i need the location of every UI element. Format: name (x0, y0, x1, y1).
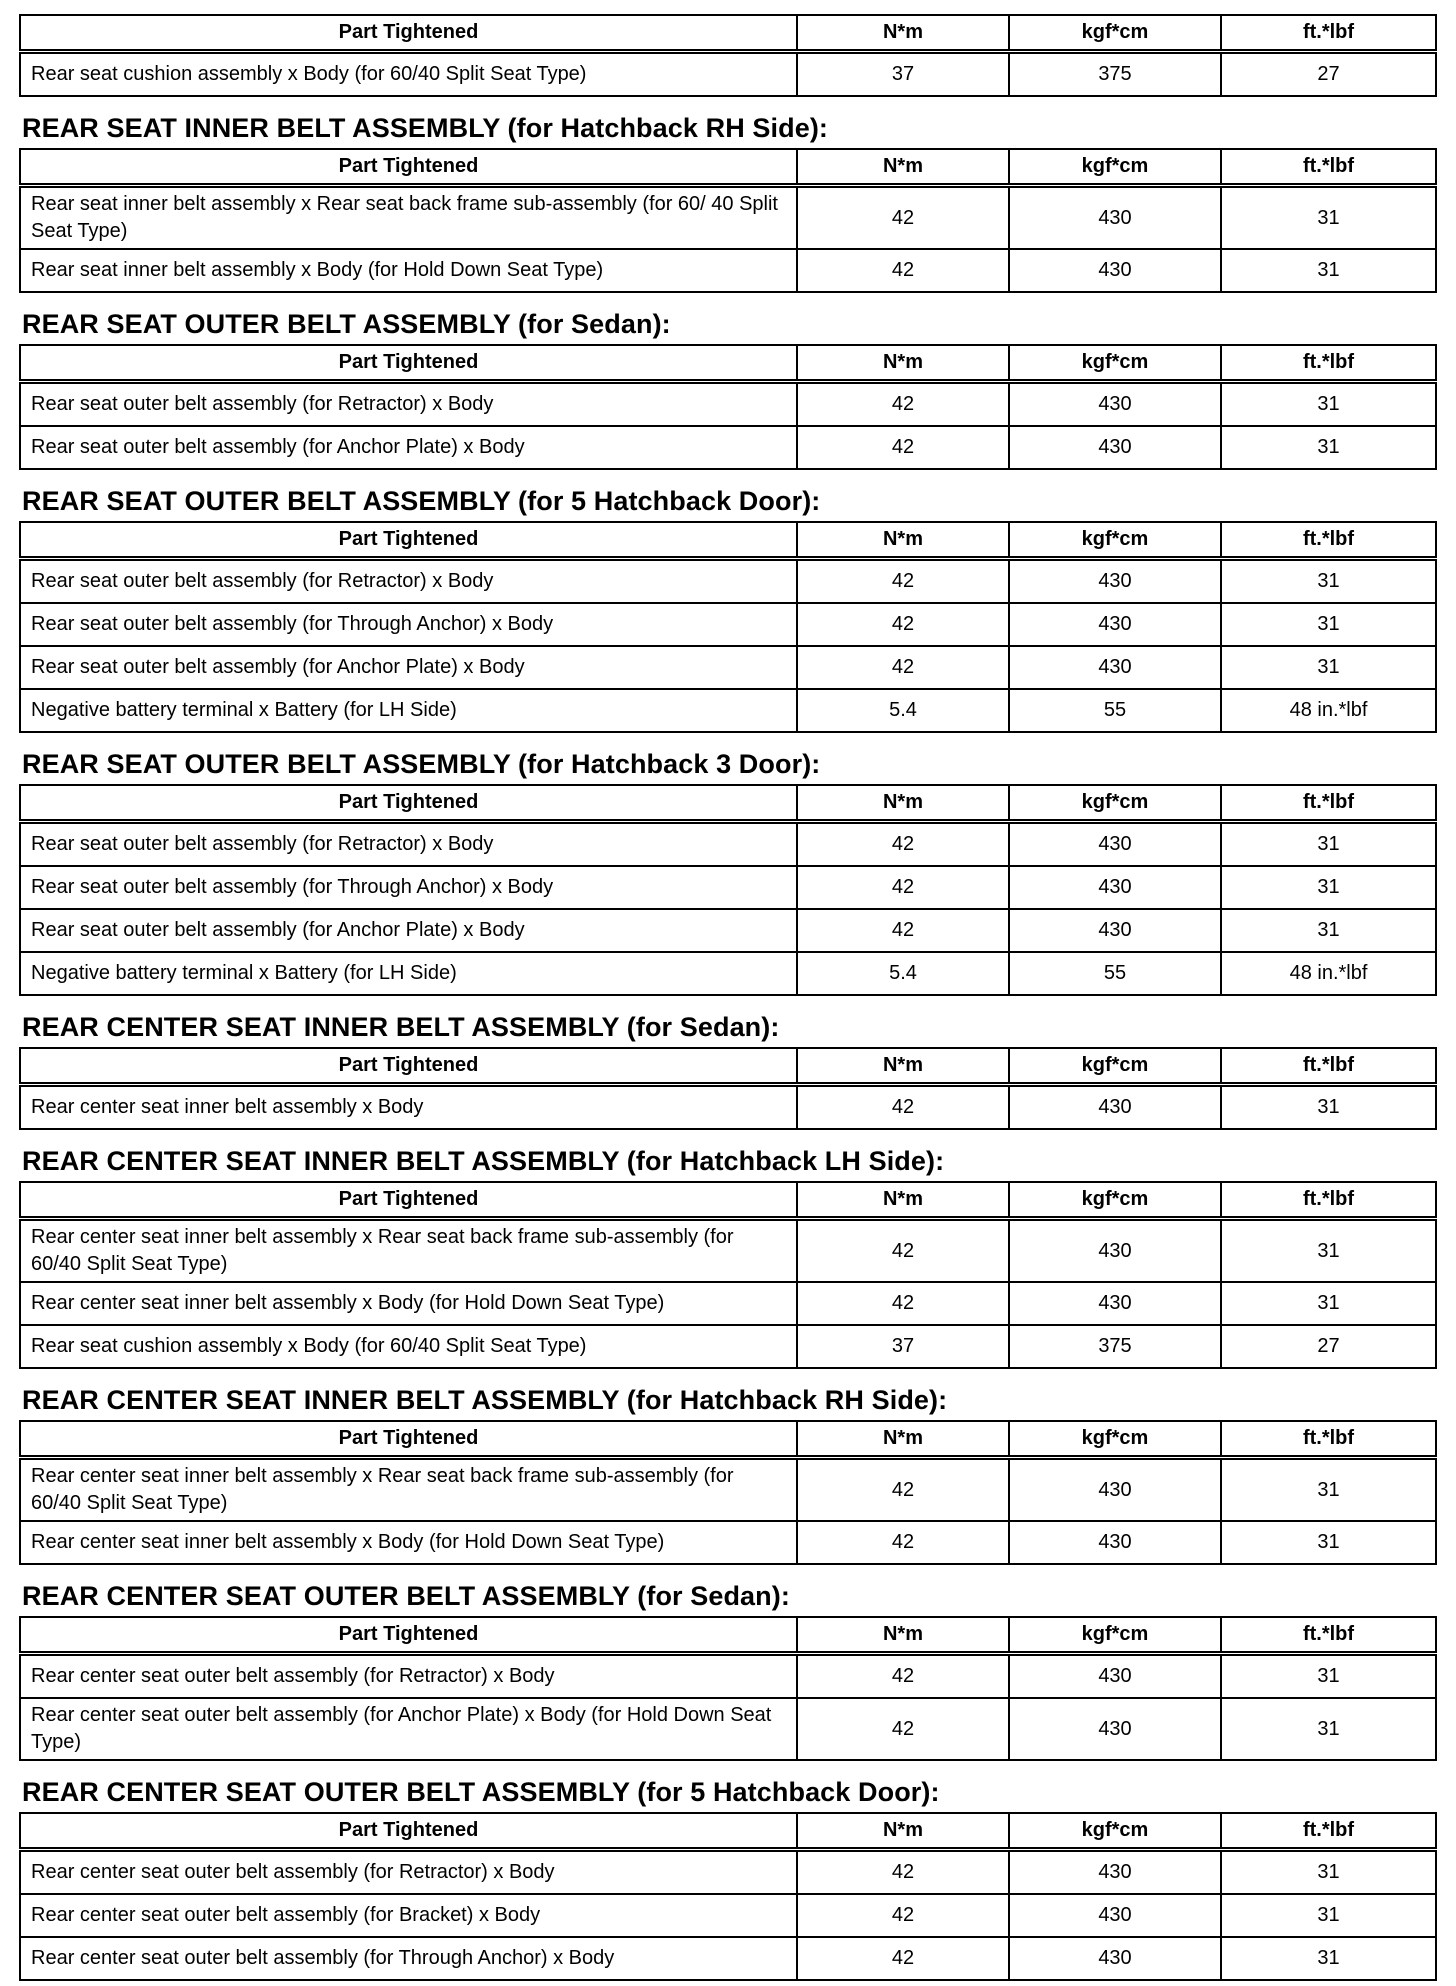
table-row (20, 1850, 1436, 1895)
kgfcm-cell: 430 (1009, 249, 1221, 292)
part-cell: Rear center seat outer belt assembly (for Anchor Plate) x Body (for Hold Down Seat Type) (20, 1698, 797, 1760)
column-header-part-tightened: Part Tightened (20, 785, 797, 822)
kgfcm-cell: 430 (1009, 1850, 1221, 1895)
spec-section (19, 1011, 1435, 1130)
part-cell: Rear seat outer belt assembly (for Retractor) x Body (20, 822, 797, 867)
torque-spec-document (19, 14, 1435, 1981)
column-header-n-m: N*m (797, 149, 1009, 186)
column-header-n-m: N*m (797, 15, 1009, 52)
header-row (20, 1617, 1436, 1654)
kgfcm-cell: 430 (1009, 1282, 1221, 1325)
torque-table (19, 1420, 1437, 1565)
spec-section (19, 1384, 1435, 1565)
nm-cell: 42 (797, 1894, 1009, 1937)
kgfcm-cell: 430 (1009, 909, 1221, 952)
part-cell: Rear seat cushion assembly x Body (for 60/40 Split Seat Type) (20, 52, 797, 97)
kgfcm-cell: 430 (1009, 1698, 1221, 1760)
part-cell: Rear seat outer belt assembly (for Retractor) x Body (20, 382, 797, 427)
column-header-part-tightened: Part Tightened (20, 345, 797, 382)
ftlbf-cell: 31 (1221, 1219, 1436, 1283)
column-header-part-tightened: Part Tightened (20, 1048, 797, 1085)
kgfcm-cell: 430 (1009, 1085, 1221, 1130)
nm-cell: 42 (797, 603, 1009, 646)
column-header-part-tightened: Part Tightened (20, 1182, 797, 1219)
column-header-n-m: N*m (797, 1617, 1009, 1654)
nm-cell: 42 (797, 1521, 1009, 1564)
part-cell: Rear center seat outer belt assembly (for Retractor) x Body (20, 1654, 797, 1699)
kgfcm-cell: 430 (1009, 559, 1221, 604)
column-header-ft-lbf: ft.*lbf (1221, 1813, 1436, 1850)
kgfcm-cell: 430 (1009, 1654, 1221, 1699)
column-header-kgf-cm: kgf*cm (1009, 1813, 1221, 1850)
column-header-ft-lbf: ft.*lbf (1221, 1421, 1436, 1458)
spec-section (19, 1145, 1435, 1369)
kgfcm-cell: 375 (1009, 52, 1221, 97)
nm-cell: 42 (797, 1698, 1009, 1760)
ftlbf-cell: 31 (1221, 646, 1436, 689)
table-row (20, 689, 1436, 732)
part-cell: Rear seat outer belt assembly (for Anchor Plate) x Body (20, 426, 797, 469)
part-cell: Rear seat outer belt assembly (for Retractor) x Body (20, 559, 797, 604)
ftlbf-cell: 31 (1221, 1458, 1436, 1522)
column-header-kgf-cm: kgf*cm (1009, 1617, 1221, 1654)
part-cell: Rear center seat inner belt assembly x Body (for Hold Down Seat Type) (20, 1282, 797, 1325)
table-row (20, 822, 1436, 867)
nm-cell: 37 (797, 1325, 1009, 1368)
part-cell: Rear center seat outer belt assembly (for Bracket) x Body (20, 1894, 797, 1937)
nm-cell: 37 (797, 52, 1009, 97)
column-header-n-m: N*m (797, 345, 1009, 382)
table-row (20, 249, 1436, 292)
spec-section (19, 1580, 1435, 1761)
part-cell: Rear center seat inner belt assembly x Body (20, 1085, 797, 1130)
ftlbf-cell: 48 in.*lbf (1221, 952, 1436, 995)
section-title: REAR CENTER SEAT INNER BELT ASSEMBLY (for Hatchback RH Side): (22, 1385, 948, 1415)
table-row (20, 559, 1436, 604)
part-cell: Negative battery terminal x Battery (for LH Side) (20, 689, 797, 732)
header-row (20, 1421, 1436, 1458)
table-row (20, 1085, 1436, 1130)
table-row (20, 603, 1436, 646)
part-cell: Rear seat outer belt assembly (for Anchor Plate) x Body (20, 909, 797, 952)
header-row (20, 1048, 1436, 1085)
column-header-n-m: N*m (797, 785, 1009, 822)
nm-cell: 42 (797, 1654, 1009, 1699)
spec-section (19, 112, 1435, 293)
ftlbf-cell: 31 (1221, 822, 1436, 867)
ftlbf-cell: 31 (1221, 382, 1436, 427)
part-cell: Rear center seat inner belt assembly x Rear seat back frame sub-assembly (for 60/40 Split Seat Type) (20, 1219, 797, 1283)
table-row (20, 952, 1436, 995)
column-header-kgf-cm: kgf*cm (1009, 1182, 1221, 1219)
torque-table (19, 148, 1437, 293)
spec-section (19, 748, 1435, 996)
column-header-part-tightened: Part Tightened (20, 1421, 797, 1458)
column-header-ft-lbf: ft.*lbf (1221, 785, 1436, 822)
table-row (20, 646, 1436, 689)
column-header-kgf-cm: kgf*cm (1009, 522, 1221, 559)
column-header-kgf-cm: kgf*cm (1009, 149, 1221, 186)
spec-section (19, 1776, 1435, 1981)
table-row (20, 186, 1436, 250)
torque-table (19, 784, 1437, 996)
kgfcm-cell: 430 (1009, 186, 1221, 250)
column-header-kgf-cm: kgf*cm (1009, 15, 1221, 52)
ftlbf-cell: 31 (1221, 1698, 1436, 1760)
nm-cell: 42 (797, 866, 1009, 909)
ftlbf-cell: 48 in.*lbf (1221, 689, 1436, 732)
column-header-ft-lbf: ft.*lbf (1221, 15, 1436, 52)
kgfcm-cell: 430 (1009, 646, 1221, 689)
column-header-n-m: N*m (797, 1813, 1009, 1850)
column-header-ft-lbf: ft.*lbf (1221, 149, 1436, 186)
table-row (20, 909, 1436, 952)
column-header-n-m: N*m (797, 1182, 1009, 1219)
ftlbf-cell: 31 (1221, 249, 1436, 292)
section-title: REAR SEAT OUTER BELT ASSEMBLY (for Hatchback 3 Door): (22, 749, 821, 779)
table-row (20, 1698, 1436, 1760)
ftlbf-cell: 31 (1221, 1850, 1436, 1895)
column-header-part-tightened: Part Tightened (20, 15, 797, 52)
ftlbf-cell: 31 (1221, 603, 1436, 646)
header-row (20, 15, 1436, 52)
nm-cell: 42 (797, 1219, 1009, 1283)
kgfcm-cell: 375 (1009, 1325, 1221, 1368)
ftlbf-cell: 31 (1221, 559, 1436, 604)
part-cell: Rear seat outer belt assembly (for Anchor Plate) x Body (20, 646, 797, 689)
section-title: REAR CENTER SEAT INNER BELT ASSEMBLY (for Hatchback LH Side): (22, 1146, 945, 1176)
table-row (20, 1282, 1436, 1325)
nm-cell: 42 (797, 249, 1009, 292)
ftlbf-cell: 31 (1221, 1282, 1436, 1325)
nm-cell: 42 (797, 822, 1009, 867)
table-row (20, 866, 1436, 909)
column-header-part-tightened: Part Tightened (20, 522, 797, 559)
column-header-ft-lbf: ft.*lbf (1221, 1617, 1436, 1654)
nm-cell: 42 (797, 382, 1009, 427)
table-row (20, 1219, 1436, 1283)
header-row (20, 1182, 1436, 1219)
torque-table (19, 344, 1437, 470)
column-header-ft-lbf: ft.*lbf (1221, 1048, 1436, 1085)
ftlbf-cell: 31 (1221, 1654, 1436, 1699)
nm-cell: 42 (797, 186, 1009, 250)
ftlbf-cell: 27 (1221, 52, 1436, 97)
part-cell: Rear center seat inner belt assembly x Rear seat back frame sub-assembly (for 60/40 Split Seat Type) (20, 1458, 797, 1522)
kgfcm-cell: 430 (1009, 1521, 1221, 1564)
spec-section (19, 14, 1435, 97)
ftlbf-cell: 31 (1221, 1937, 1436, 1980)
column-header-n-m: N*m (797, 1421, 1009, 1458)
kgfcm-cell: 430 (1009, 1894, 1221, 1937)
torque-table (19, 521, 1437, 733)
kgfcm-cell: 430 (1009, 382, 1221, 427)
nm-cell: 42 (797, 426, 1009, 469)
column-header-n-m: N*m (797, 1048, 1009, 1085)
kgfcm-cell: 430 (1009, 426, 1221, 469)
nm-cell: 5.4 (797, 689, 1009, 732)
kgfcm-cell: 430 (1009, 603, 1221, 646)
part-cell: Rear seat outer belt assembly (for Through Anchor) x Body (20, 603, 797, 646)
part-cell: Rear center seat outer belt assembly (for Through Anchor) x Body (20, 1937, 797, 1980)
column-header-kgf-cm: kgf*cm (1009, 345, 1221, 382)
ftlbf-cell: 31 (1221, 1521, 1436, 1564)
table-row (20, 1521, 1436, 1564)
ftlbf-cell: 27 (1221, 1325, 1436, 1368)
table-row (20, 52, 1436, 97)
ftlbf-cell: 31 (1221, 1085, 1436, 1130)
table-row (20, 382, 1436, 427)
nm-cell: 42 (797, 1850, 1009, 1895)
torque-table (19, 1047, 1437, 1130)
ftlbf-cell: 31 (1221, 866, 1436, 909)
column-header-ft-lbf: ft.*lbf (1221, 522, 1436, 559)
part-cell: Rear seat inner belt assembly x Body (for Hold Down Seat Type) (20, 249, 797, 292)
column-header-kgf-cm: kgf*cm (1009, 1421, 1221, 1458)
header-row (20, 785, 1436, 822)
torque-table (19, 1181, 1437, 1369)
nm-cell: 42 (797, 646, 1009, 689)
column-header-part-tightened: Part Tightened (20, 149, 797, 186)
nm-cell: 42 (797, 1085, 1009, 1130)
part-cell: Rear seat outer belt assembly (for Through Anchor) x Body (20, 866, 797, 909)
header-row (20, 1813, 1436, 1850)
section-title: REAR CENTER SEAT OUTER BELT ASSEMBLY (for 5 Hatchback Door): (22, 1777, 940, 1807)
section-title: REAR CENTER SEAT INNER BELT ASSEMBLY (for Sedan): (22, 1012, 780, 1042)
kgfcm-cell: 430 (1009, 1219, 1221, 1283)
kgfcm-cell: 430 (1009, 866, 1221, 909)
kgfcm-cell: 430 (1009, 1458, 1221, 1522)
part-cell: Rear seat inner belt assembly x Rear seat back frame sub-assembly (for 60/ 40 Split Seat Type) (20, 186, 797, 250)
nm-cell: 42 (797, 909, 1009, 952)
table-row (20, 1458, 1436, 1522)
part-cell: Rear center seat outer belt assembly (for Retractor) x Body (20, 1850, 797, 1895)
table-row (20, 1325, 1436, 1368)
spec-section (19, 308, 1435, 470)
kgfcm-cell: 430 (1009, 1937, 1221, 1980)
header-row (20, 522, 1436, 559)
section-title: REAR SEAT INNER BELT ASSEMBLY (for Hatchback RH Side): (22, 113, 828, 143)
part-cell: Negative battery terminal x Battery (for LH Side) (20, 952, 797, 995)
table-row (20, 1894, 1436, 1937)
kgfcm-cell: 430 (1009, 822, 1221, 867)
nm-cell: 5.4 (797, 952, 1009, 995)
ftlbf-cell: 31 (1221, 186, 1436, 250)
header-row (20, 345, 1436, 382)
table-row (20, 1937, 1436, 1980)
ftlbf-cell: 31 (1221, 909, 1436, 952)
table-row (20, 426, 1436, 469)
column-header-part-tightened: Part Tightened (20, 1813, 797, 1850)
section-title: REAR SEAT OUTER BELT ASSEMBLY (for 5 Hatchback Door): (22, 486, 821, 516)
kgfcm-cell: 55 (1009, 689, 1221, 732)
nm-cell: 42 (797, 1458, 1009, 1522)
torque-table (19, 14, 1437, 97)
torque-table (19, 1616, 1437, 1761)
column-header-ft-lbf: ft.*lbf (1221, 1182, 1436, 1219)
column-header-kgf-cm: kgf*cm (1009, 1048, 1221, 1085)
column-header-n-m: N*m (797, 522, 1009, 559)
header-row (20, 149, 1436, 186)
nm-cell: 42 (797, 1282, 1009, 1325)
section-title: REAR SEAT OUTER BELT ASSEMBLY (for Sedan): (22, 309, 671, 339)
nm-cell: 42 (797, 1937, 1009, 1980)
column-header-part-tightened: Part Tightened (20, 1617, 797, 1654)
column-header-kgf-cm: kgf*cm (1009, 785, 1221, 822)
ftlbf-cell: 31 (1221, 1894, 1436, 1937)
ftlbf-cell: 31 (1221, 426, 1436, 469)
part-cell: Rear center seat inner belt assembly x Body (for Hold Down Seat Type) (20, 1521, 797, 1564)
section-title: REAR CENTER SEAT OUTER BELT ASSEMBLY (for Sedan): (22, 1581, 790, 1611)
torque-table (19, 1812, 1437, 1981)
table-row (20, 1654, 1436, 1699)
column-header-ft-lbf: ft.*lbf (1221, 345, 1436, 382)
nm-cell: 42 (797, 559, 1009, 604)
part-cell: Rear seat cushion assembly x Body (for 60/40 Split Seat Type) (20, 1325, 797, 1368)
spec-section (19, 485, 1435, 733)
kgfcm-cell: 55 (1009, 952, 1221, 995)
